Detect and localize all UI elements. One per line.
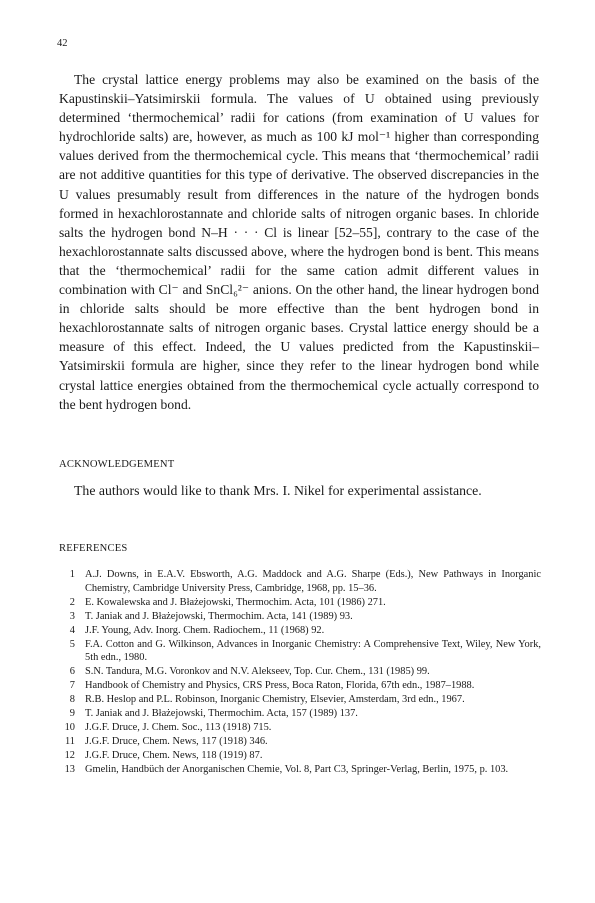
reference-item	[59, 763, 541, 777]
reference-text: J.G.F. Druce, Chem. News, 117 (1918) 346.	[85, 735, 268, 747]
acknowledgement-text: The authors would like to thank Mrs. I. Nikel for experimental assistance.	[74, 483, 482, 498]
reference-text: J.G.F. Druce, Chem. News, 118 (1919) 87.	[85, 749, 263, 761]
references-heading: REFERENCES	[59, 543, 128, 554]
reference-item	[59, 679, 541, 693]
reference-item	[59, 665, 541, 679]
reference-text: R.B. Heslop and P.L. Robinson, Inorganic Chemistry, Elsevier, Amsterdam, 3rd edn., 1967.	[85, 694, 465, 706]
reference-item	[59, 749, 541, 763]
reference-number: 3	[69, 610, 75, 622]
reference-number: 5	[69, 638, 75, 650]
reference-number: 4	[69, 624, 75, 636]
reference-number: 12	[64, 749, 75, 761]
reference-text: S.N. Tandura, M.G. Voronkov and N.V. Alekseev, Top. Cur. Chem., 131 (1985) 99.	[85, 666, 430, 678]
reference-text: E. Kowalewska and J. Błażejowski, Thermochim. Acta, 101 (1986) 271.	[85, 596, 386, 608]
reference-item	[59, 596, 541, 610]
reference-text: F.A. Cotton and G. Wilkinson, Advances in Inorganic Chemistry: A Comprehensive Text, Wiley, New York, 5th edn., 1980.	[85, 638, 541, 664]
reference-list	[59, 568, 541, 777]
reference-number: 9	[69, 708, 75, 720]
reference-number: 2	[69, 596, 75, 608]
reference-text: T. Janiak and J. Błażejowski, Thermochim. Acta, 157 (1989) 137.	[85, 708, 358, 720]
reference-text: A.J. Downs, in E.A.V. Ebsworth, A.G. Maddock and A.G. Sharpe (Eds.), New Pathways in Inorganic Chemistry, Cambridge University Press, Cambridge, 1968, pp. 15–36.	[85, 569, 541, 594]
reference-item	[59, 568, 541, 596]
reference-item	[59, 693, 541, 707]
body-paragraph: The crystal lattice energy problems may also be examined on the basis of the Kapustinskii–Yatsimirskii formula. The values of U obtained using previously determined ‘thermochemical’ radii for cations (from examination of U values for hydrochloride salts) are, however, as much as 100 kJ mol⁻¹ higher than corresponding values derived from the thermochemical cycle. This means that ‘thermochemical’ radii are not additive quantities for this type of derivative. The observed discrepancies in the U values presumably result from differences in the nature of the hydrogen bonds formed in hexachlorostannate and chloride salts of nitrogen organic bases. In chloride salts the hydrogen bond N–H · · · Cl is linear [52–55], contrary to the case of the hexachlorostannate salts discussed above, where the hydrogen bond is bent. This means that the ‘thermochemical’ radii for the same cation admit different values in combination with Cl⁻ and SnCl₆²⁻ anions. On the other hand, the linear hydrogen bond in chloride salts should be more effective than the bent hydrogen bond in hexachlorostannate salts of nitrogen organic bases. Crystal lattice energy should be a measure of this effect. Indeed, the U values predicted from the Kapustinskii–Yatsimirskii formula are higher, since they refer to the linear hydrogen bond while crystal lattice energies obtained from the thermochemical cycle actually correspond to the bent hydrogen bond.	[59, 72, 539, 412]
reference-item	[59, 707, 541, 721]
reference-item	[59, 638, 541, 666]
reference-text: J.F. Young, Adv. Inorg. Chem. Radiochem., 11 (1968) 92.	[85, 624, 325, 636]
reference-item	[59, 735, 541, 749]
reference-text: Handbook of Chemistry and Physics, CRS Press, Boca Raton, Florida, 67th edn., 1987–1988.	[85, 680, 475, 692]
reference-number: 6	[69, 666, 75, 678]
reference-number: 13	[64, 763, 75, 775]
reference-text: T. Janiak and J. Błażejowski, Thermochim. Acta, 141 (1989) 93.	[85, 610, 353, 622]
reference-number: 11	[64, 735, 75, 747]
reference-number: 7	[69, 680, 75, 692]
reference-number: 8	[69, 694, 75, 706]
reference-text: Gmelin, Handbüch der Anorganischen Chemie, Vol. 8, Part C3, Springer-Verlag, Berlin, 1975, p. 103.	[85, 763, 509, 775]
reference-item	[59, 610, 541, 624]
reference-number: 10	[64, 721, 75, 733]
reference-text: J.G.F. Druce, J. Chem. Soc., 113 (1918) 715.	[85, 721, 272, 733]
body-text	[59, 70, 539, 414]
acknowledgement-heading: ACKNOWLEDGEMENT	[59, 459, 175, 470]
page-number: 42	[57, 38, 68, 49]
reference-number: 1	[69, 569, 75, 580]
reference-item	[59, 721, 541, 735]
reference-item	[59, 624, 541, 638]
